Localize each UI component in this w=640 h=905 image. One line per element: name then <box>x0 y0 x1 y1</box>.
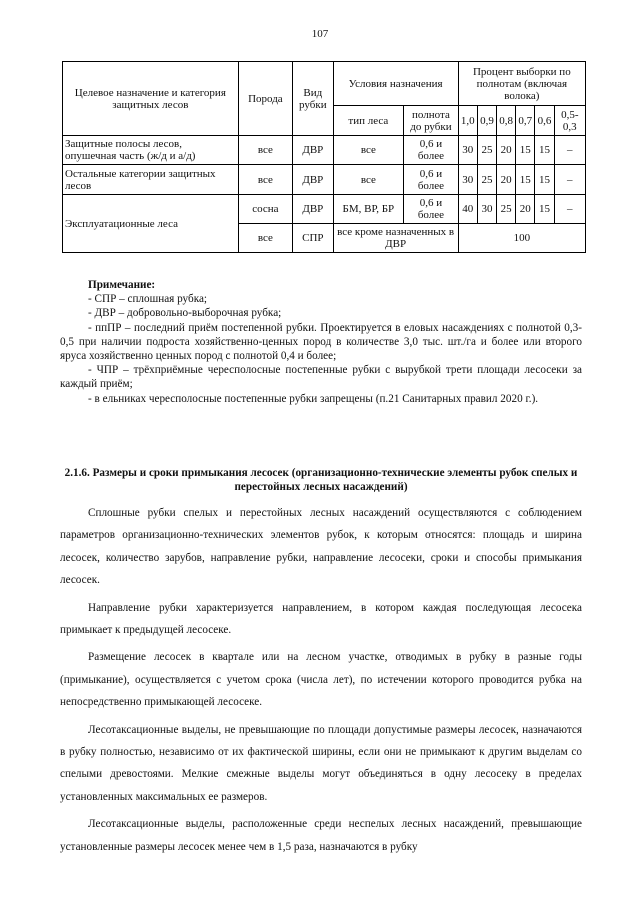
header-density-value: 1,0 <box>458 106 477 136</box>
paragraph: Лесотаксационные выделы, не превышающие по площади допустимые размеры лесосек, назначаются в рубку полностью, независимо от их фактической ширины, если они не примыкают к другим выделам со спелыми древостоями. Мелкие смежные выделы могут объединяться в одну лесосеку в пределах установленных максимальных ее размеров. <box>60 723 582 803</box>
cell-value: 15 <box>516 136 535 165</box>
header-conditions: Условия назначения <box>333 62 458 106</box>
table-row <box>63 165 586 195</box>
header-density-value: 0,5-0,3 <box>554 106 585 136</box>
header-density: полнота до рубки <box>404 106 459 136</box>
note-item: - ЧПР – трёхприёмные чересполосные постепенные рубки с вырубкой трети площади лесосеки за каждый приём; <box>60 364 582 391</box>
cell-density: 0,6 и более <box>404 195 459 224</box>
paragraph: Лесотаксационные выделы, расположенные среди неспелых лесных насаждений, превышающие установленные размеры лесосек менее чем в 1,5 раза, назначаются в рубку <box>60 818 582 853</box>
cell-forest-type: БМ, ВР, БР <box>333 195 404 224</box>
section-body <box>60 502 582 863</box>
cell-density: 0,6 и более <box>404 165 459 195</box>
cell-species: все <box>238 136 293 165</box>
header-density-value: 0,9 <box>477 106 496 136</box>
note-block <box>60 278 582 406</box>
cell-value: 20 <box>497 165 516 195</box>
header-density-value: 0,7 <box>516 106 535 136</box>
cell-species: сосна <box>238 195 293 224</box>
note-title: Примечание: <box>88 279 156 291</box>
header-density-value: 0,8 <box>497 106 516 136</box>
header-cut-type: Вид рубки <box>293 62 333 136</box>
paragraph: Направление рубки характеризуется направлением, в котором каждая последующая лесосека примыкает к предыдущей лесосеке. <box>60 601 582 637</box>
cell-value: 30 <box>458 165 477 195</box>
cell-value: – <box>554 165 585 195</box>
cell-value-merged: 100 <box>458 224 585 253</box>
header-purpose: Целевое назначение и категория защитных лесов <box>63 62 239 136</box>
cell-value: 20 <box>516 195 535 224</box>
cell-value: 25 <box>497 195 516 224</box>
header-forest-type: тип леса <box>333 106 404 136</box>
cell-value: 25 <box>477 165 496 195</box>
cell-cut-type: ДВР <box>293 136 333 165</box>
note-item: - в ельниках чересполосные постепенные рубки запрещены (п.21 Санитарных правил 2020 г.). <box>88 392 539 405</box>
header-density-value: 0,6 <box>535 106 554 136</box>
note-item: - СПР – сплошная рубка; <box>88 293 208 306</box>
page-number: 107 <box>311 28 329 40</box>
cell-forest-type: все <box>333 165 404 195</box>
paragraph: Сплошные рубки спелых и перестойных лесных насаждений осуществляются с соблюдением параметров организационно-технических элементов рубок, к которым относятся: площадь и ширина лесосек, количество зарубов, направление рубки, направление лесосеки, сроки и способы примыкания лесосек. <box>60 507 582 587</box>
cell-purpose: Защитные полосы лесов, опушечная часть (ж/д и а/д) <box>63 136 239 165</box>
cell-value: – <box>554 136 585 165</box>
cell-value: 15 <box>535 195 554 224</box>
cell-value: 20 <box>497 136 516 165</box>
paragraph: Размещение лесосек в квартале или на лесном участке, отводимых в рубку в разные годы (примыкание), осуществляется с учетом срока (числа лет), по истечении которого проводится рубка на непосредственно примыкающей лесосеке. <box>60 651 582 709</box>
cell-density: 0,6 и более <box>404 136 459 165</box>
cell-forest-type: все <box>333 136 404 165</box>
cell-conditions: все кроме назначенных в ДВР <box>333 224 458 253</box>
cell-value: – <box>554 195 585 224</box>
header-species: Порода <box>238 62 293 136</box>
cell-value: 15 <box>516 165 535 195</box>
cell-value: 25 <box>477 136 496 165</box>
note-item: - ппПР – последний приём постепенной рубки. Проектируется в еловых насаждениях с полнотой 0,3-0,5 при наличии подроста хозяйственно-ценных пород в количестве 3,0 тыс. шт./га и более или второго яруса хозяйственно ценных пород с полнотой 0,4 и более; <box>60 321 582 363</box>
note-item: - ДВР – добровольно-выборочная рубка; <box>88 307 282 320</box>
cell-value: 30 <box>477 195 496 224</box>
cell-purpose: Эксплуатационные леса <box>63 195 239 253</box>
cell-cut-type: ДВР <box>293 195 333 224</box>
cell-purpose: Остальные категории защитных лесов <box>63 165 239 195</box>
cell-species: все <box>238 165 293 195</box>
cell-cut-type: ДВР <box>293 165 333 195</box>
table-row <box>63 136 586 165</box>
cell-value: 15 <box>535 136 554 165</box>
cell-cut-type: СПР <box>293 224 333 253</box>
header-percent: Процент выборки по полнотам (включая волока) <box>458 62 585 106</box>
cell-value: 30 <box>458 136 477 165</box>
cell-value: 40 <box>458 195 477 224</box>
selection-percent-table <box>62 61 586 253</box>
section-heading: 2.1.6. Размеры и сроки примыкания лесосек (организационно-технические элементы рубок спелых и перестойных лесных насаждений) <box>64 467 578 494</box>
cell-species: все <box>238 224 293 253</box>
cell-value: 15 <box>535 165 554 195</box>
table-row <box>63 195 586 224</box>
